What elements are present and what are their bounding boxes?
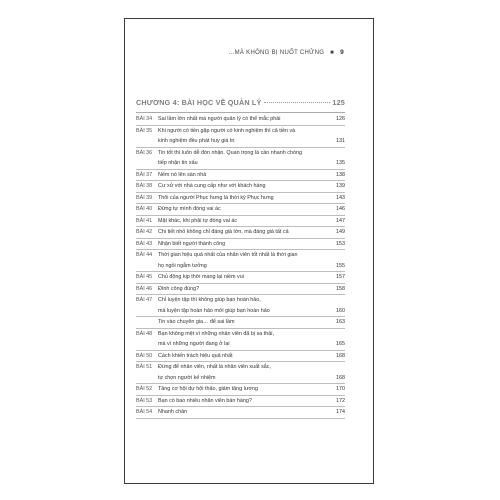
header-page-number: 9 xyxy=(340,49,344,56)
entry-page: 147 xyxy=(336,217,345,224)
entry-title: Nhanh chân xyxy=(158,409,188,415)
entry-label: BÀI 42 xyxy=(136,229,153,235)
toc-entry xyxy=(136,351,345,363)
entry-page: 155 xyxy=(336,262,345,269)
entry-page: 135 xyxy=(336,160,345,166)
entry-title: Cách khiến trách hiệu quả nhất xyxy=(158,352,233,359)
entry-label: BÀI 39 xyxy=(136,194,153,201)
entry-page: 138 xyxy=(336,171,345,178)
entry-label: BÀI 38 xyxy=(136,183,153,189)
entry-title: Tin tốt thì luôn dễ đón nhận. Quan trọng là cần nhanh chóng tiếp nhận tin xấu xyxy=(158,149,302,166)
entry-page: 153 xyxy=(336,240,345,247)
chapter-heading xyxy=(136,98,345,110)
entry-page: 168 xyxy=(336,352,345,359)
chapter-divider xyxy=(136,112,345,113)
entry-title: Chỉ luyện tập thì không giúp bạn hoàn hảo, mà luyện tập hoàn hảo mới giúp bạn hoàn hảo xyxy=(158,297,270,314)
entry-page: 158 xyxy=(336,285,345,292)
entry-title: Sai lầm lớn nhất mà người quản lý có thể mắc phải xyxy=(158,116,281,122)
toc-entry xyxy=(136,284,345,296)
toc-entry xyxy=(136,148,345,170)
entry-title: Khi người có tiền gặp người có kinh nghiệm thì cả tiền và kinh nghiệm đều phát huy giá trị xyxy=(158,127,296,144)
entry-page: 139 xyxy=(336,183,345,189)
entry-title: Đừng để nhân viên, nhất là nhân viên xuất sắc, tự chọn người kế nhiệm xyxy=(158,364,271,381)
entry-page: 174 xyxy=(336,409,345,415)
toc-entry xyxy=(136,170,345,182)
entry-label: BÀI 43 xyxy=(136,240,153,247)
entry-page: 143 xyxy=(336,194,345,201)
entry-page: 160 xyxy=(336,307,345,314)
entry-label: BÀI 34 xyxy=(136,116,153,122)
toc-entry xyxy=(136,126,345,148)
toc-entry xyxy=(136,396,345,408)
toc-entry xyxy=(136,362,345,384)
entry-label: BÀI 54 xyxy=(136,409,153,415)
entry-page: 165 xyxy=(336,341,345,347)
entry-label: BÀI 52 xyxy=(136,386,153,392)
entry-page: 170 xyxy=(336,386,345,392)
entry-label: BÀI 37 xyxy=(136,171,153,178)
toc-entry xyxy=(136,227,345,239)
entry-page: 163 xyxy=(336,319,345,325)
chapter-page: 125 xyxy=(332,98,345,107)
entry-title: Thời gian hiệu quả nhất của nhân viên tốt nhất là thời gian họ ngồi ngẫm tưởng xyxy=(158,252,298,269)
entry-label: BÀI 46 xyxy=(136,285,153,292)
toc-entry xyxy=(136,114,345,126)
entry-title: Thôi của người Phục hưng là thời kỳ Phục hưng xyxy=(158,194,274,201)
entry-page: 126 xyxy=(336,116,345,122)
toc-entry xyxy=(136,181,345,193)
entry-title: Bạn có bao nhiêu nhân viên bán hàng? xyxy=(158,397,252,404)
entry-page: 146 xyxy=(336,206,345,212)
entry-page: 157 xyxy=(336,274,345,280)
toc-entry xyxy=(136,193,345,205)
entry-page: 131 xyxy=(336,138,345,144)
entry-page: 149 xyxy=(336,229,345,235)
entry-title: Đình công đúng? xyxy=(158,285,200,292)
dot-leader xyxy=(264,102,331,103)
entry-label: BÀI 35 xyxy=(136,127,153,134)
entry-label: BÀI 47 xyxy=(136,297,153,303)
entry-title: Bạn không mệt vì những nhân viên đã bị sa thải, mà vì những người đang ở lại xyxy=(158,330,274,347)
entry-title: Tăng cơ hội dự hội thảo, giảm tăng lương xyxy=(158,386,258,392)
entry-page: 168 xyxy=(336,374,345,381)
toc-entry xyxy=(136,317,345,329)
toc-entry xyxy=(136,239,345,251)
entry-label: BÀI 36 xyxy=(136,149,153,156)
entry-label: BÀI 48 xyxy=(136,330,153,337)
toc-entry xyxy=(136,407,345,419)
toc-entry xyxy=(136,216,345,228)
entry-label: BÀI 45 xyxy=(136,274,153,280)
toc-entry xyxy=(136,329,345,351)
entry-title: Tin vào chuyên gia… để sai lầm xyxy=(158,319,235,325)
entry-label: BÀI 44 xyxy=(136,252,153,258)
entry-label: BÀI 53 xyxy=(136,397,153,404)
entry-title: Nhận biết người thành công xyxy=(158,240,226,247)
entry-title: Chủ động kịp thời mang lại niềm vui xyxy=(158,274,244,280)
running-title: …MÀ KHÔNG BỊ NUỐT CHỬNG xyxy=(228,50,325,56)
entry-title: Cư xử với nhà cung cấp như với khách hàng xyxy=(158,183,266,189)
toc-entry xyxy=(136,295,345,317)
entry-title: Đừng tự mình đóng vai ác xyxy=(158,206,221,212)
table-of-contents xyxy=(136,114,345,419)
header-separator: ■ xyxy=(330,50,335,56)
chapter-title: CHƯƠNG 4: BÀI HỌC VỀ QUẢN LÝ xyxy=(136,98,262,107)
toc-entry xyxy=(136,250,345,272)
running-header xyxy=(120,49,344,56)
toc-entry xyxy=(136,384,345,396)
toc-entry xyxy=(136,272,345,284)
entry-label: BÀI 51 xyxy=(136,364,153,370)
entry-title: Chi tiết nhỏ không chỉ đáng giá lớn, mà đáng giá tất cả xyxy=(158,229,289,235)
entry-title: Nếm nó lên sàn nhà xyxy=(158,171,207,178)
entry-label: BÀI 40 xyxy=(136,206,153,212)
entry-label: BÀI 41 xyxy=(136,217,153,224)
entry-label xyxy=(136,317,158,328)
entry-page: 172 xyxy=(336,397,345,404)
entry-title: Mặt khác, khi phải tự đóng vai ác xyxy=(158,217,238,224)
entry-label: BÀI 50 xyxy=(136,352,153,359)
toc-entry xyxy=(136,204,345,216)
